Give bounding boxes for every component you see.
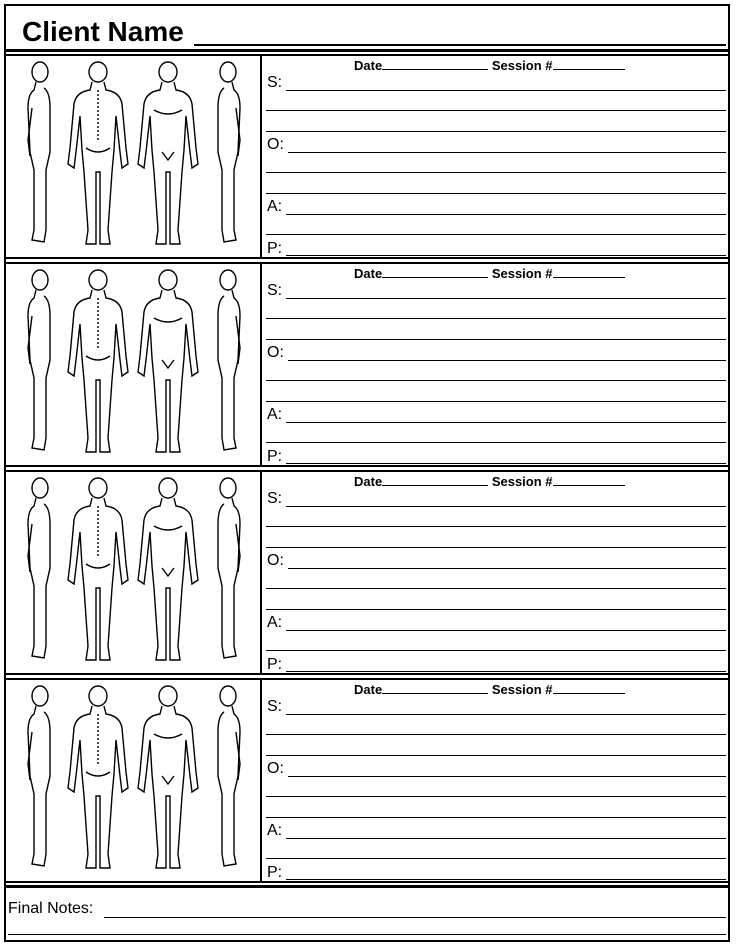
- plan-label: P:: [267, 656, 283, 673]
- assessment-label: A:: [267, 198, 283, 215]
- body-diagram-icon: [10, 684, 256, 880]
- final-notes-line[interactable]: [8, 934, 726, 935]
- note-line[interactable]: [266, 339, 726, 340]
- subjective-field[interactable]: [286, 506, 726, 507]
- note-line[interactable]: [266, 858, 726, 859]
- final-notes-section: [4, 885, 730, 942]
- plan-label: P:: [267, 448, 283, 465]
- assessment-label: A:: [267, 614, 283, 631]
- subjective-label: S:: [267, 698, 283, 715]
- client-header: [4, 4, 730, 52]
- session-number-field[interactable]: [553, 475, 625, 486]
- subjective-label: S:: [267, 490, 283, 507]
- objective-label: O:: [267, 552, 284, 569]
- note-line[interactable]: [266, 172, 726, 173]
- final-notes-field[interactable]: [104, 917, 726, 918]
- session-number-label: Session #: [491, 474, 553, 489]
- body-diagram-icon: [10, 476, 256, 672]
- date-label: Date: [354, 266, 383, 281]
- objective-field[interactable]: [288, 360, 726, 361]
- plan-field[interactable]: [286, 671, 726, 672]
- subjective-field[interactable]: [286, 714, 726, 715]
- final-notes-label: Final Notes:: [8, 900, 94, 917]
- session-block: [4, 470, 730, 675]
- objective-label: O:: [267, 344, 284, 361]
- body-diagram-icon: [10, 60, 256, 256]
- session-block: [4, 54, 730, 259]
- session-block: [4, 262, 730, 467]
- plan-label: P:: [267, 240, 283, 257]
- date-session-row: [354, 474, 625, 489]
- assessment-label: A:: [267, 406, 283, 423]
- subjective-field[interactable]: [286, 90, 726, 91]
- assessment-field[interactable]: [286, 422, 726, 423]
- plan-field[interactable]: [286, 879, 726, 880]
- assessment-label: A:: [267, 822, 283, 839]
- objective-field[interactable]: [288, 152, 726, 153]
- note-line[interactable]: [266, 755, 726, 756]
- note-line[interactable]: [266, 526, 726, 527]
- session-block: [4, 678, 730, 883]
- objective-label: O:: [267, 136, 284, 153]
- date-session-row: [354, 266, 625, 281]
- body-diagram-icon: [10, 268, 256, 464]
- note-line[interactable]: [266, 609, 726, 610]
- plan-field[interactable]: [286, 463, 726, 464]
- session-number-label: Session #: [491, 266, 553, 281]
- objective-field[interactable]: [288, 776, 726, 777]
- body-chart[interactable]: [4, 264, 262, 465]
- session-number-field[interactable]: [553, 267, 625, 278]
- note-line[interactable]: [266, 131, 726, 132]
- subjective-field[interactable]: [286, 298, 726, 299]
- note-line[interactable]: [266, 588, 726, 589]
- date-session-row: [354, 682, 625, 697]
- session-number-label: Session #: [491, 58, 553, 73]
- note-line[interactable]: [266, 318, 726, 319]
- date-field[interactable]: [382, 475, 488, 486]
- date-field[interactable]: [382, 267, 488, 278]
- note-line[interactable]: [266, 734, 726, 735]
- body-chart[interactable]: [4, 472, 262, 673]
- session-number-field[interactable]: [553, 59, 625, 70]
- note-line[interactable]: [266, 442, 726, 443]
- client-name-label: Client Name: [22, 16, 184, 47]
- plan-field[interactable]: [286, 255, 726, 256]
- note-line[interactable]: [266, 817, 726, 818]
- subjective-label: S:: [267, 282, 283, 299]
- note-line[interactable]: [266, 110, 726, 111]
- body-chart[interactable]: [4, 56, 262, 257]
- subjective-label: S:: [267, 74, 283, 91]
- date-label: Date: [354, 474, 383, 489]
- date-field[interactable]: [382, 683, 488, 694]
- note-line[interactable]: [266, 547, 726, 548]
- plan-label: P:: [267, 864, 283, 881]
- date-label: Date: [354, 58, 383, 73]
- session-number-label: Session #: [491, 682, 553, 697]
- assessment-field[interactable]: [286, 214, 726, 215]
- note-line[interactable]: [266, 380, 726, 381]
- assessment-field[interactable]: [286, 630, 726, 631]
- objective-field[interactable]: [288, 568, 726, 569]
- date-session-row: [354, 58, 625, 73]
- body-chart[interactable]: [4, 680, 262, 881]
- note-line[interactable]: [266, 193, 726, 194]
- note-line[interactable]: [266, 401, 726, 402]
- note-line[interactable]: [266, 234, 726, 235]
- date-label: Date: [354, 682, 383, 697]
- note-line[interactable]: [266, 650, 726, 651]
- assessment-field[interactable]: [286, 838, 726, 839]
- client-name-field[interactable]: [194, 44, 726, 46]
- date-field[interactable]: [382, 59, 488, 70]
- session-number-field[interactable]: [553, 683, 625, 694]
- note-line[interactable]: [266, 796, 726, 797]
- objective-label: O:: [267, 760, 284, 777]
